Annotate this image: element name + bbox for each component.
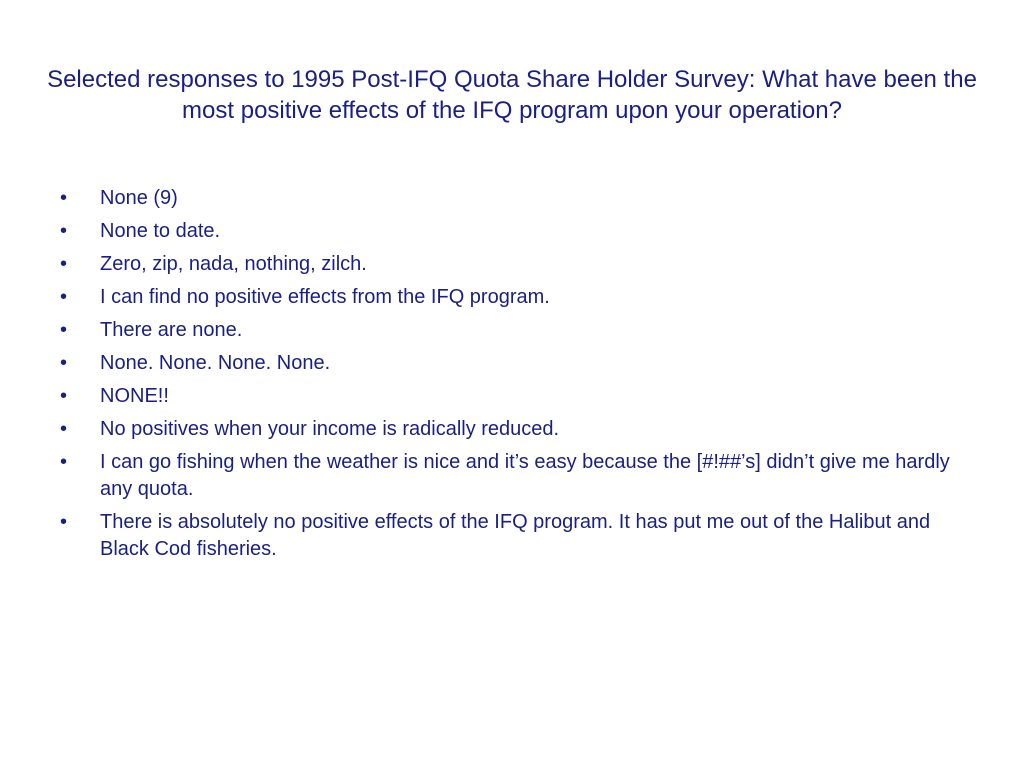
- list-item-text: I can find no positive effects from the IFQ program.: [100, 286, 550, 308]
- list-item: [60, 449, 970, 503]
- bullet-icon: •: [60, 220, 68, 242]
- list-item: [60, 218, 970, 245]
- list-item: [60, 416, 970, 443]
- bullet-icon: •: [60, 352, 68, 374]
- list-item: [60, 317, 970, 344]
- list-item-text: None (9): [100, 187, 178, 209]
- list-item: [60, 185, 970, 212]
- bullet-icon: •: [60, 385, 68, 407]
- list-item-text: NONE!!: [100, 385, 169, 407]
- list-item-text: None to date.: [100, 220, 221, 242]
- list-item-text: I can go fishing when the weather is nice and it’s easy because the [#!##’s] didn’t give me hardly any quota.: [100, 451, 950, 500]
- list-item-text: None. None. None. None.: [100, 352, 331, 374]
- list-item-text: Zero, zip, nada, nothing, zilch.: [100, 253, 367, 275]
- bullet-icon: •: [60, 451, 68, 473]
- bullet-icon: •: [60, 187, 68, 209]
- bullet-icon: •: [60, 286, 68, 308]
- list-item: [60, 509, 970, 563]
- list-item: [60, 284, 970, 311]
- list-item: [60, 251, 970, 278]
- list-item-text: No positives when your income is radically reduced.: [100, 418, 560, 440]
- bullet-icon: •: [60, 511, 68, 533]
- list-item-text: There are none.: [100, 319, 243, 341]
- bullet-icon: •: [60, 253, 68, 275]
- response-list: [60, 185, 970, 569]
- bullet-icon: •: [60, 418, 68, 440]
- list-item: [60, 383, 970, 410]
- list-item: [60, 350, 970, 377]
- list-item-text: There is absolutely no positive effects of the IFQ program. It has put me out of the Halibut and Black Cod fisheries.: [100, 511, 931, 560]
- bullet-icon: •: [60, 319, 68, 341]
- slide-title: Selected responses to 1995 Post-IFQ Quota Share Holder Survey: What have been the most positive effects of the IFQ program upon your operation?: [47, 66, 977, 124]
